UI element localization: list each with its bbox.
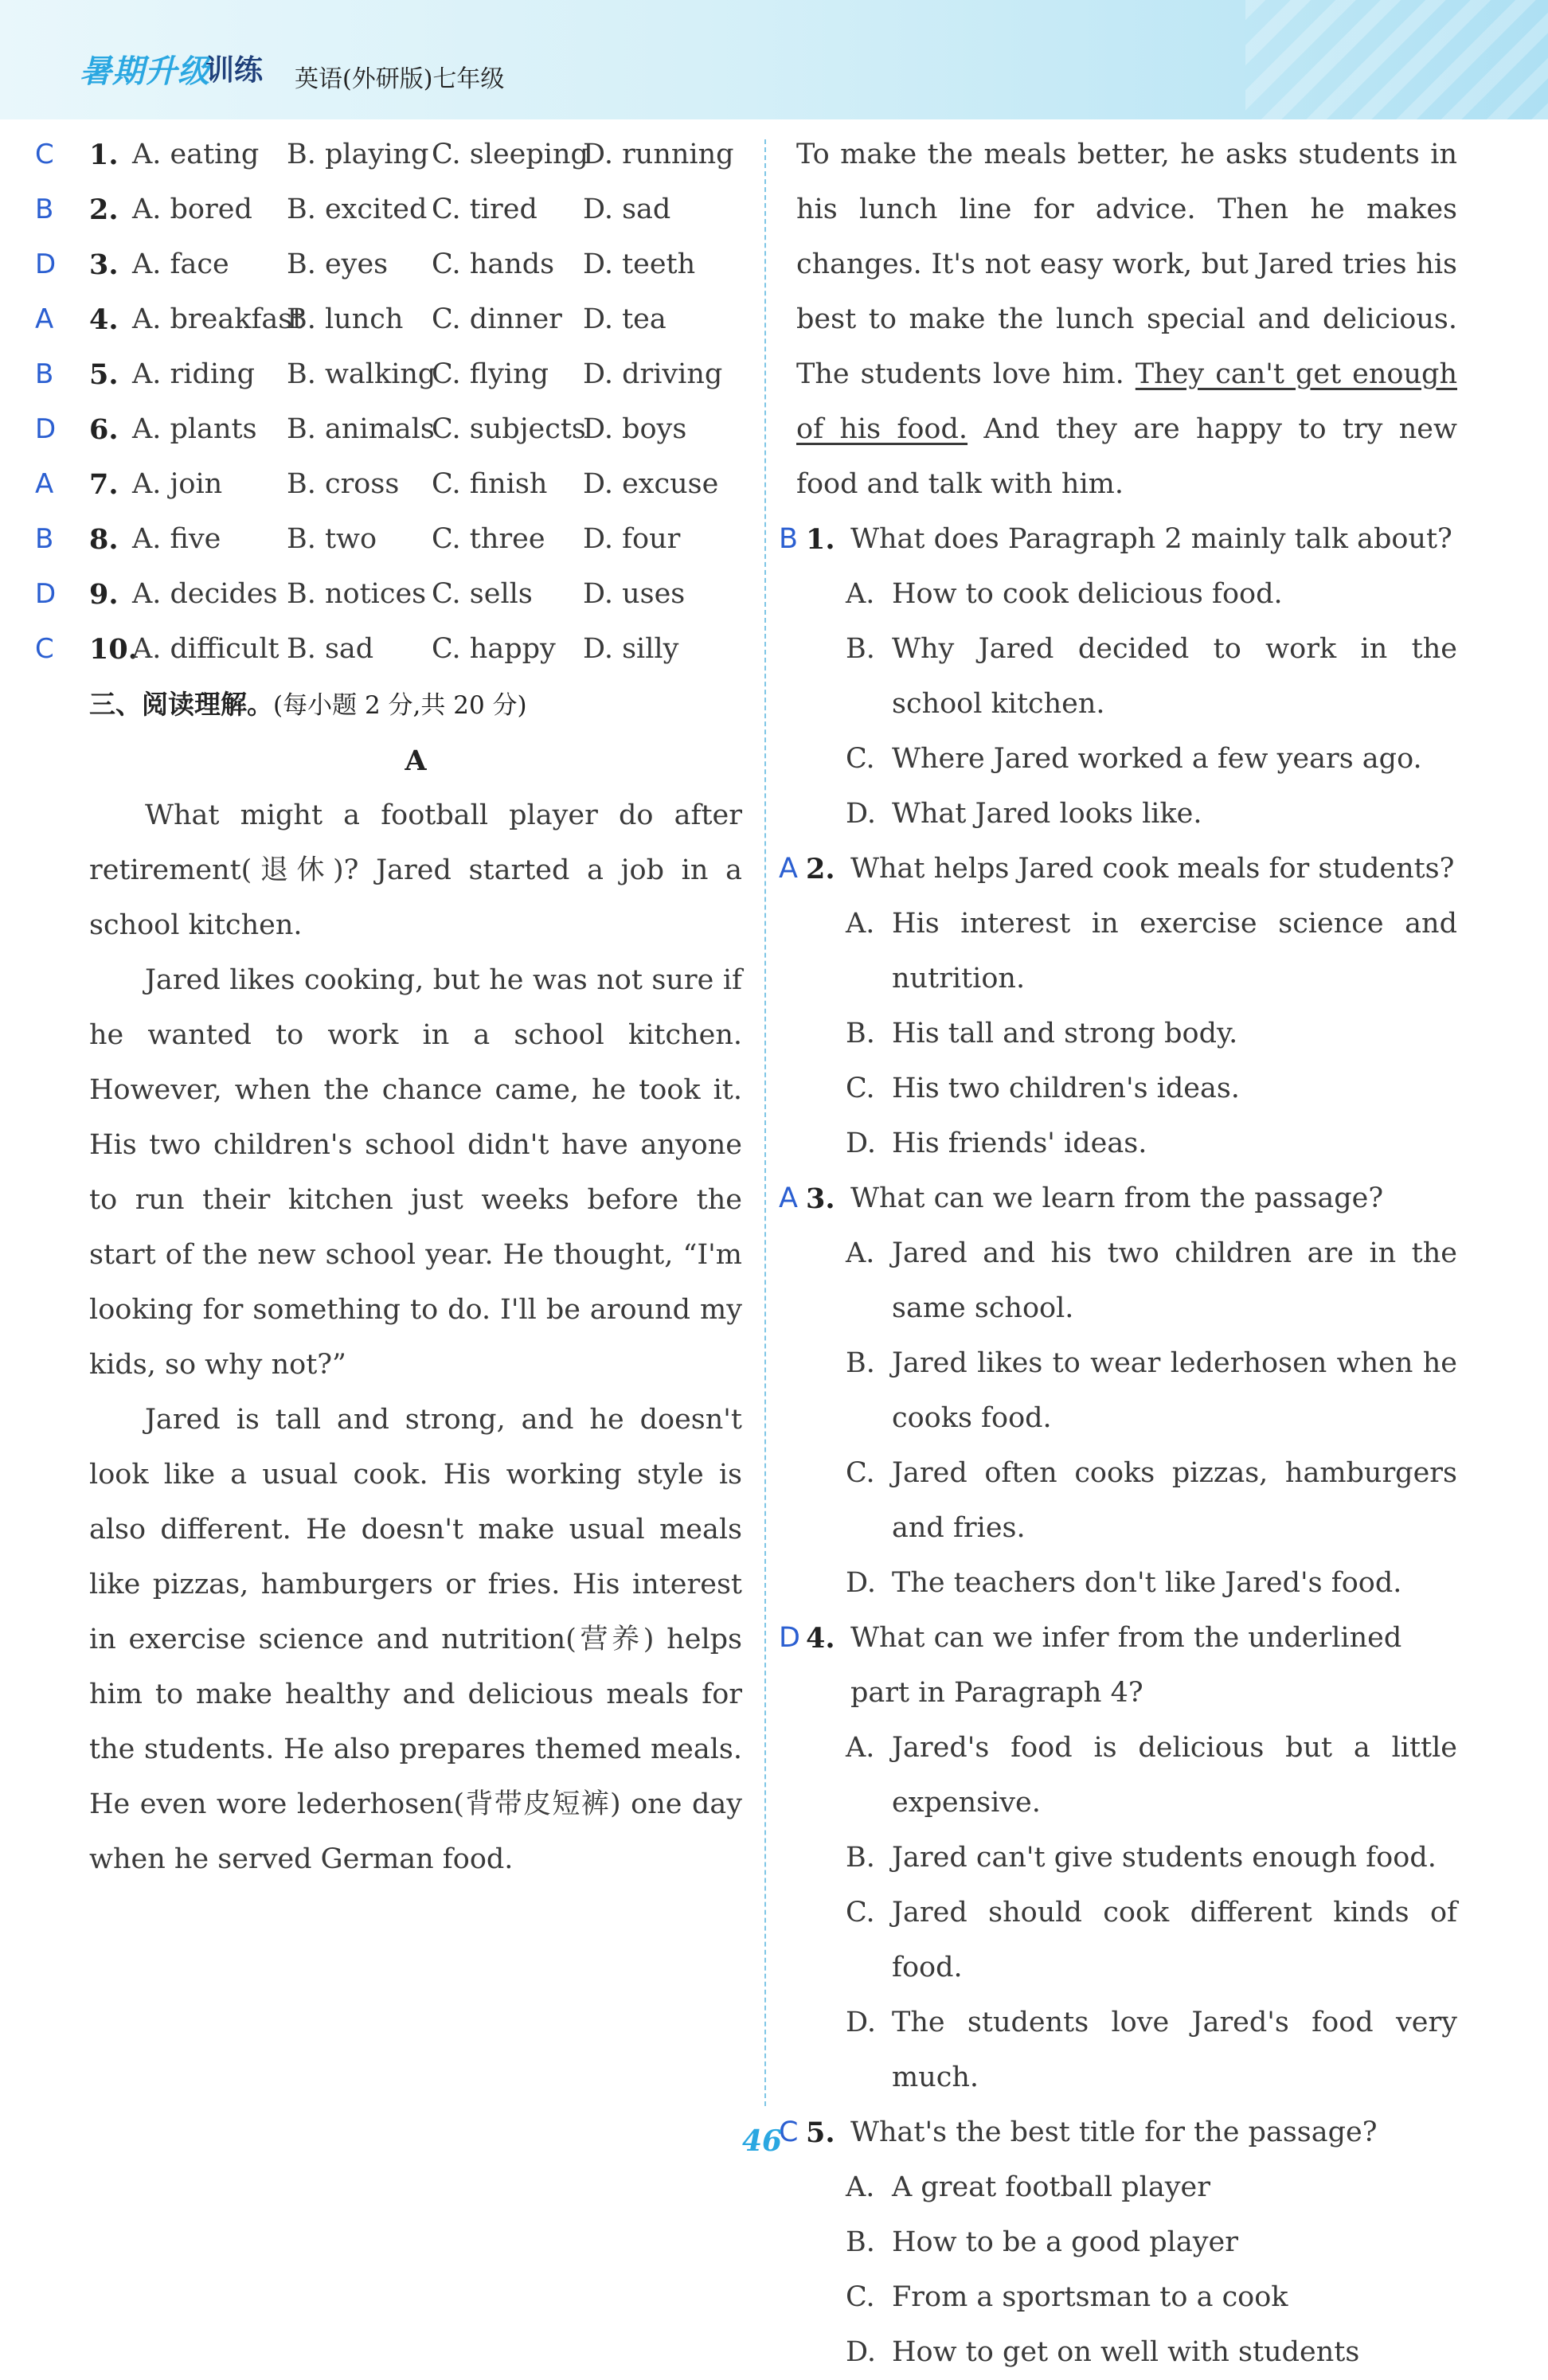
option-a	[796, 897, 1457, 1006]
passage-paragraph-2: Jared likes cooking, but he was not sure if he wanted to work in a school kitchen. However, when the chance came, he took it. His two children's school didn't have anyone to run their kitchen just weeks before the start of the new school year. He thought, “I'm looking for something to do. I'll be around my kids, so why not?”	[89, 964, 742, 1381]
subject-label: 英语(外研版)七年级	[295, 65, 505, 93]
left-column	[35, 127, 742, 1887]
question-text: What does Paragraph 2 mainly talk about?	[850, 523, 1452, 555]
option-letter: B.	[846, 633, 875, 665]
option-text: His tall and strong body.	[892, 1018, 1238, 1049]
option-d	[796, 2325, 1457, 2380]
section-title-text: 三、阅读理解。	[89, 689, 273, 720]
option-c: C. finish	[432, 468, 548, 500]
option-letter: A.	[846, 908, 875, 940]
answer-mark: B	[35, 358, 54, 390]
cloze-row	[35, 622, 742, 677]
option-letter: C.	[846, 1897, 875, 1929]
option-text: Jared can't give students enough food.	[892, 1842, 1437, 1874]
option-letter: C.	[846, 1073, 875, 1104]
question-number: 9.	[89, 578, 119, 611]
section-title	[89, 677, 742, 733]
question-number: 4.	[89, 303, 119, 336]
option-text: How to get on well with students	[892, 2336, 1360, 2368]
question-stem	[779, 2105, 1457, 2160]
option-d: D. running	[583, 139, 734, 170]
option-d	[796, 787, 1457, 842]
option-c	[796, 1886, 1457, 1995]
reading-question	[779, 512, 1457, 842]
option-letter: C.	[846, 743, 875, 775]
question-number: 5.	[89, 358, 119, 391]
cloze-row	[35, 512, 742, 567]
option-b	[796, 1006, 1457, 1061]
page-number: 46	[742, 2124, 783, 2158]
option-a	[796, 2160, 1457, 2215]
option-b: B. two	[287, 523, 377, 555]
option-c	[796, 1446, 1457, 1556]
question-stem	[779, 842, 1457, 897]
option-a: A. five	[132, 523, 221, 555]
option-text: Jared's food is delicious but a little expensive.	[892, 1732, 1457, 1819]
cloze-row	[35, 567, 742, 622]
option-d: D. excuse	[583, 468, 719, 500]
option-letter: D.	[846, 1127, 876, 1159]
passage-paragraph-4	[796, 127, 1457, 512]
paragraph-4-end: And they are happy to try new food and talk with him.	[796, 413, 1457, 500]
option-text: Jared should cook different kinds of food.	[892, 1897, 1457, 1983]
option-a	[796, 1721, 1457, 1831]
cloze-row	[35, 182, 742, 237]
option-letter: B.	[846, 1347, 875, 1379]
option-c: C. dinner	[432, 303, 562, 335]
option-a: A. bored	[132, 193, 252, 225]
question-text: What helps Jared cook meals for students?	[850, 853, 1455, 885]
answer-mark: A	[779, 1182, 798, 1214]
option-letter: B.	[846, 1018, 875, 1049]
option-text: What Jared looks like.	[892, 798, 1202, 830]
option-a: A. eating	[132, 139, 260, 170]
option-b: B. notices	[287, 578, 427, 610]
option-c: C. hands	[432, 248, 555, 280]
option-text: How to cook delicious food.	[892, 578, 1283, 610]
question-number: 6.	[89, 413, 119, 446]
question-number: 1.	[806, 523, 835, 556]
question-number: 5.	[806, 2116, 835, 2149]
option-b: B. playing	[287, 139, 429, 170]
reading-question	[779, 1611, 1457, 2105]
option-d: D. four	[583, 523, 681, 555]
answer-mark: D	[35, 413, 57, 445]
option-text: His interest in exercise science and nutrition.	[892, 908, 1457, 995]
question-number: 8.	[89, 523, 119, 556]
option-text: A great football player	[892, 2171, 1210, 2203]
option-a: A. decides	[132, 578, 278, 610]
option-text: The teachers don't like Jared's food.	[892, 1567, 1402, 1599]
question-number: 1.	[89, 139, 119, 171]
answer-mark: D	[779, 1622, 800, 1654]
option-b	[796, 622, 1457, 732]
option-c: C. happy	[432, 633, 556, 665]
option-a: A. plants	[132, 413, 257, 445]
reading-question	[779, 1171, 1457, 1611]
option-text: How to be a good player	[892, 2226, 1238, 2258]
option-d: D. silly	[583, 633, 679, 665]
option-text: Where Jared worked a few years ago.	[892, 743, 1422, 775]
option-letter: A.	[846, 1732, 875, 1764]
question-stem	[779, 1611, 1457, 1721]
brand-train-text: 训练	[205, 54, 264, 87]
option-c	[796, 732, 1457, 787]
option-d: D. teeth	[583, 248, 696, 280]
option-b: B. sad	[287, 633, 374, 665]
option-letter: A.	[846, 578, 875, 610]
answer-mark: C	[779, 2116, 799, 2148]
question-list	[779, 127, 1457, 2380]
option-letter: B.	[846, 1842, 875, 1874]
cloze-row	[35, 127, 742, 182]
cloze-row	[35, 347, 742, 402]
question-number: 2.	[89, 193, 119, 226]
cloze-row	[35, 292, 742, 347]
question-number: 3.	[806, 1182, 835, 1215]
cloze-row	[35, 237, 742, 292]
passage-title: A	[405, 744, 427, 777]
reading-question	[779, 842, 1457, 1171]
question-number: 2.	[806, 853, 835, 885]
question-text: What's the best title for the passage?	[850, 2116, 1378, 2148]
passage-paragraph-1: What might a football player do after retirement(退休)? Jared started a job in a school kitchen.	[89, 799, 742, 941]
answer-mark: A	[35, 303, 54, 335]
paragraph-4-text: To make the meals better, he asks students in his lunch line for advice. Then he makes changes. It's not easy work, but Jared tries his best to make the lunch special and delicious. The students love him.	[796, 139, 1457, 390]
option-letter: A.	[846, 1237, 875, 1269]
option-c: C. flying	[432, 358, 549, 390]
option-letter: D.	[846, 798, 876, 830]
option-letter: C.	[846, 2281, 875, 2313]
option-b	[796, 2215, 1457, 2270]
option-text: His friends' ideas.	[892, 1127, 1147, 1159]
cloze-row	[35, 457, 742, 512]
question-number: 7.	[89, 468, 119, 501]
page-header	[0, 0, 1548, 119]
reading-question	[779, 2105, 1457, 2380]
option-b: B. excited	[287, 193, 428, 225]
brand-logo-text: 暑期升级	[80, 53, 210, 90]
option-text: Why Jared decided to work in the school kitchen.	[892, 633, 1457, 720]
question-text: What can we infer from the underlined part in Paragraph 4?	[850, 1622, 1402, 1709]
option-d	[796, 1556, 1457, 1611]
answer-mark: B	[35, 523, 54, 555]
answer-mark: B	[35, 193, 54, 225]
option-letter: A.	[846, 2171, 875, 2203]
option-a: A. face	[132, 248, 229, 280]
option-b: B. walking	[287, 358, 436, 390]
option-b	[796, 1831, 1457, 1886]
option-text: Jared often cooks pizzas, hamburgers and fries.	[892, 1457, 1457, 1544]
option-b: B. cross	[287, 468, 400, 500]
option-c: C. tired	[432, 193, 538, 225]
option-c: C. subjects	[432, 413, 586, 445]
option-text: Jared likes to wear lederhosen when he cooks food.	[892, 1347, 1457, 1434]
question-number: 3.	[89, 248, 119, 281]
option-a	[796, 1226, 1457, 1336]
question-stem	[779, 512, 1457, 567]
option-d	[796, 1116, 1457, 1171]
option-c	[796, 1061, 1457, 1116]
passage-paragraph-3: Jared is tall and strong, and he doesn't look like a usual cook. His working style is also different. He doesn't make usual meals like pizzas, hamburgers or fries. His interest in exercise science and nutrition(营养) helps him to make healthy and delicious meals for the students. He also prepares themed meals. He even wore lederhosen(背带皮短裤) one day when he served German food.	[89, 1404, 742, 1875]
option-letter: D.	[846, 2007, 876, 2038]
question-number: 4.	[806, 1622, 835, 1655]
option-a	[796, 567, 1457, 622]
option-text: His two children's ideas.	[892, 1073, 1240, 1104]
option-text: From a sportsman to a cook	[892, 2281, 1288, 2313]
cloze-row	[35, 402, 742, 457]
option-d: D. sad	[583, 193, 671, 225]
option-c: C. sells	[432, 578, 533, 610]
option-d	[796, 1995, 1457, 2105]
option-d: D. tea	[583, 303, 666, 335]
option-b: B. animals	[287, 413, 435, 445]
answer-mark: D	[35, 578, 57, 610]
option-c: C. three	[432, 523, 545, 555]
underlined-part: They can't get enough of his food.	[796, 358, 1457, 445]
answer-mark: B	[779, 523, 799, 555]
answer-mark: C	[35, 139, 54, 170]
option-b	[796, 1336, 1457, 1446]
option-a: A. riding	[132, 358, 255, 390]
option-letter: D.	[846, 2336, 876, 2368]
option-c	[796, 2270, 1457, 2325]
option-b: B. eyes	[287, 248, 389, 280]
column-divider	[764, 139, 766, 2106]
option-c: C. sleeping	[432, 139, 588, 170]
answer-mark: D	[35, 248, 57, 280]
option-letter: D.	[846, 1567, 876, 1599]
cloze-list	[35, 127, 742, 677]
option-d: D. driving	[583, 358, 723, 390]
option-a: A. breakfast	[132, 303, 304, 335]
option-a: A. difficult	[132, 633, 280, 665]
option-text: The students love Jared's food very much.	[892, 2007, 1457, 2093]
option-text: Jared and his two children are in the same school.	[892, 1237, 1457, 1324]
header-decoration	[1245, 0, 1548, 119]
option-d: D. uses	[583, 578, 686, 610]
question-stem	[779, 1171, 1457, 1226]
section-note: (每小题 2 分,共 20 分)	[273, 691, 527, 720]
option-a: A. join	[132, 468, 223, 500]
option-letter: C.	[846, 1457, 875, 1489]
answer-mark: A	[779, 853, 798, 885]
question-number: 10.	[89, 633, 138, 666]
option-b: B. lunch	[287, 303, 404, 335]
answer-mark: A	[35, 468, 54, 500]
answer-mark: C	[35, 633, 54, 665]
option-letter: B.	[846, 2226, 875, 2258]
question-text: What can we learn from the passage?	[850, 1182, 1384, 1214]
option-d: D. boys	[583, 413, 687, 445]
